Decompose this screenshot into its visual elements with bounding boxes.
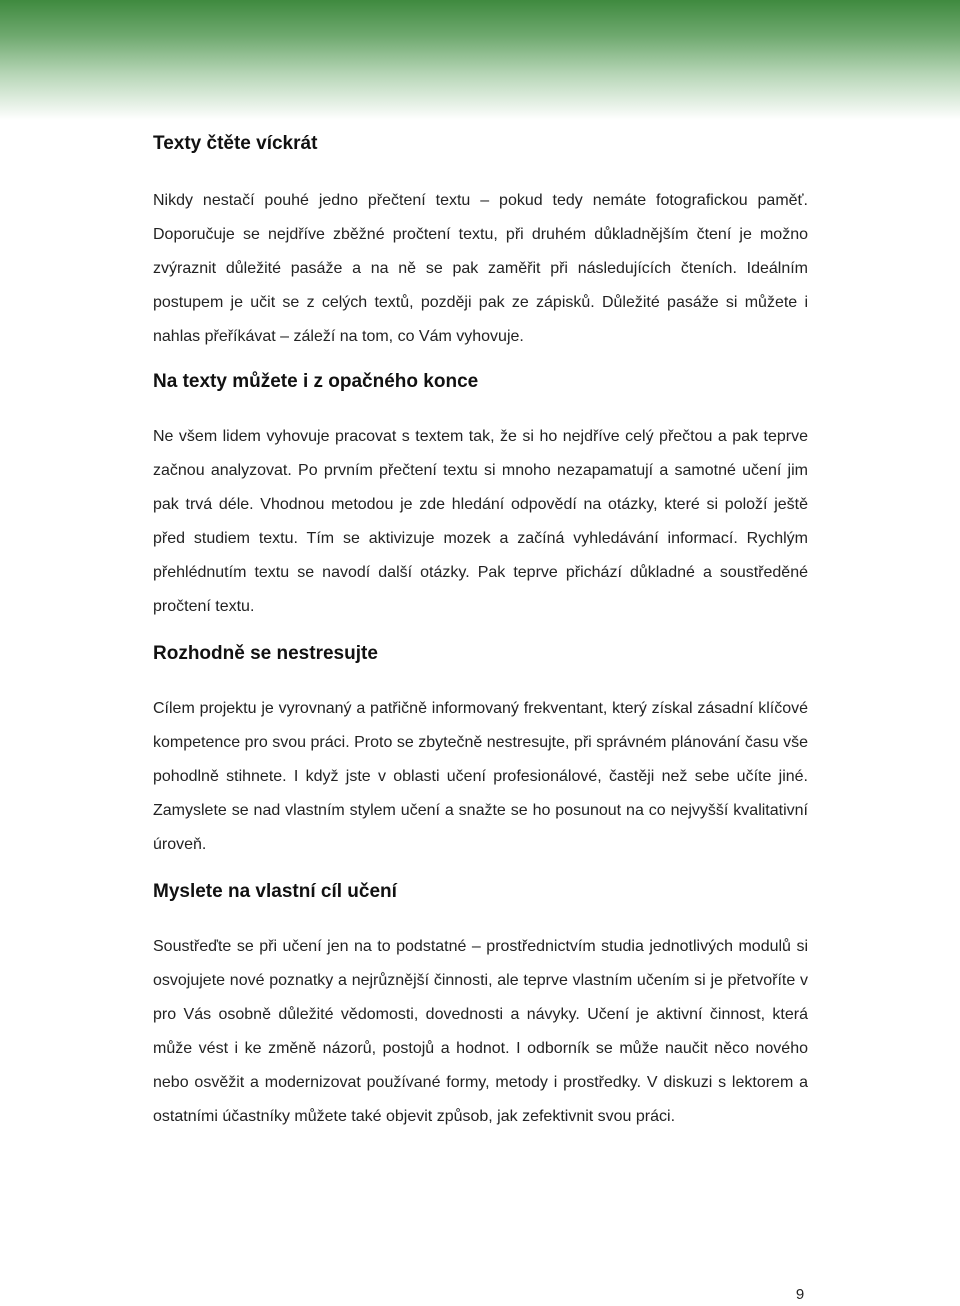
section-heading: Texty čtěte víckrát (153, 133, 318, 154)
document-body (153, 128, 808, 1134)
page-number: 9 (795, 1286, 805, 1303)
section-heading: Myslete na vlastní cíl učení (153, 881, 397, 902)
header-gradient-band (0, 0, 960, 120)
section-paragraph: Ne všem lidem vyhovuje pracovat s textem tak, že si ho nejdříve celý přečtou a pak teprve začnou analyzovat. Po prvním přečtení textu si mnoho nezapamatují a samotné učení jim pak trvá déle. Vhodnou metodou je zde hledání odpovědí na otázky, které si položí ještě před studiem textu. Tím se aktivizuje mozek a začíná vyhledávání informací. Rychlým přehlédnutím textu se navodí další otázky. Pak teprve přichází důkladné a soustředěné pročtení textu. (153, 428, 808, 615)
section-paragraph: Soustřeďte se při učení jen na to podstatné – prostřednictvím studia jednotlivých modulů si osvojujete nové poznatky a nejrůznější činnosti, ale teprve vlastním učením si je přetvoříte v pro Vás osobně důležité vědomosti, dovednosti a návyky. Učení je aktivní činnost, která může vést i ke změně názorů, postojů a hodnot. I odborník se může naučit něco nového nebo osvěžit a modernizovat používané formy, metody i prostředky. V diskuzi s lektorem a ostatními účastníky můžete také objevit způsob, jak zefektivnit svou práci. (153, 938, 808, 1125)
section-heading: Rozhodně se nestresujte (153, 643, 378, 664)
section-paragraph: Cílem projektu je vyrovnaný a patřičně informovaný frekventant, který získal zásadní klíčové kompetence pro svou práci. Proto se zbytečně nestresujte, při správném plánování času vše pohodlně stihnete. I když jste v oblasti učení profesionálové, častěji než sebe učíte jiné. Zamyslete se nad vlastním stylem učení a snažte se ho posunout na co nejvyšší kvalitativní úroveň. (153, 700, 808, 853)
section-paragraph: Nikdy nestačí pouhé jedno přečtení textu – pokud tedy nemáte fotografickou paměť. Doporučuje se nejdříve zběžné pročtení textu, při druhém důkladnějším čtení je možno zvýraznit důležité pasáže a na ně se pak zaměřit při následujících čteních. Ideálním postupem je učit se z celých textů, později pak ze zápisků. Důležité pasáže si můžete i nahlas přeříkávat – záleží na tom, co Vám vyhovuje. (153, 192, 808, 345)
section-heading: Na texty můžete i z opačného konce (153, 371, 479, 392)
